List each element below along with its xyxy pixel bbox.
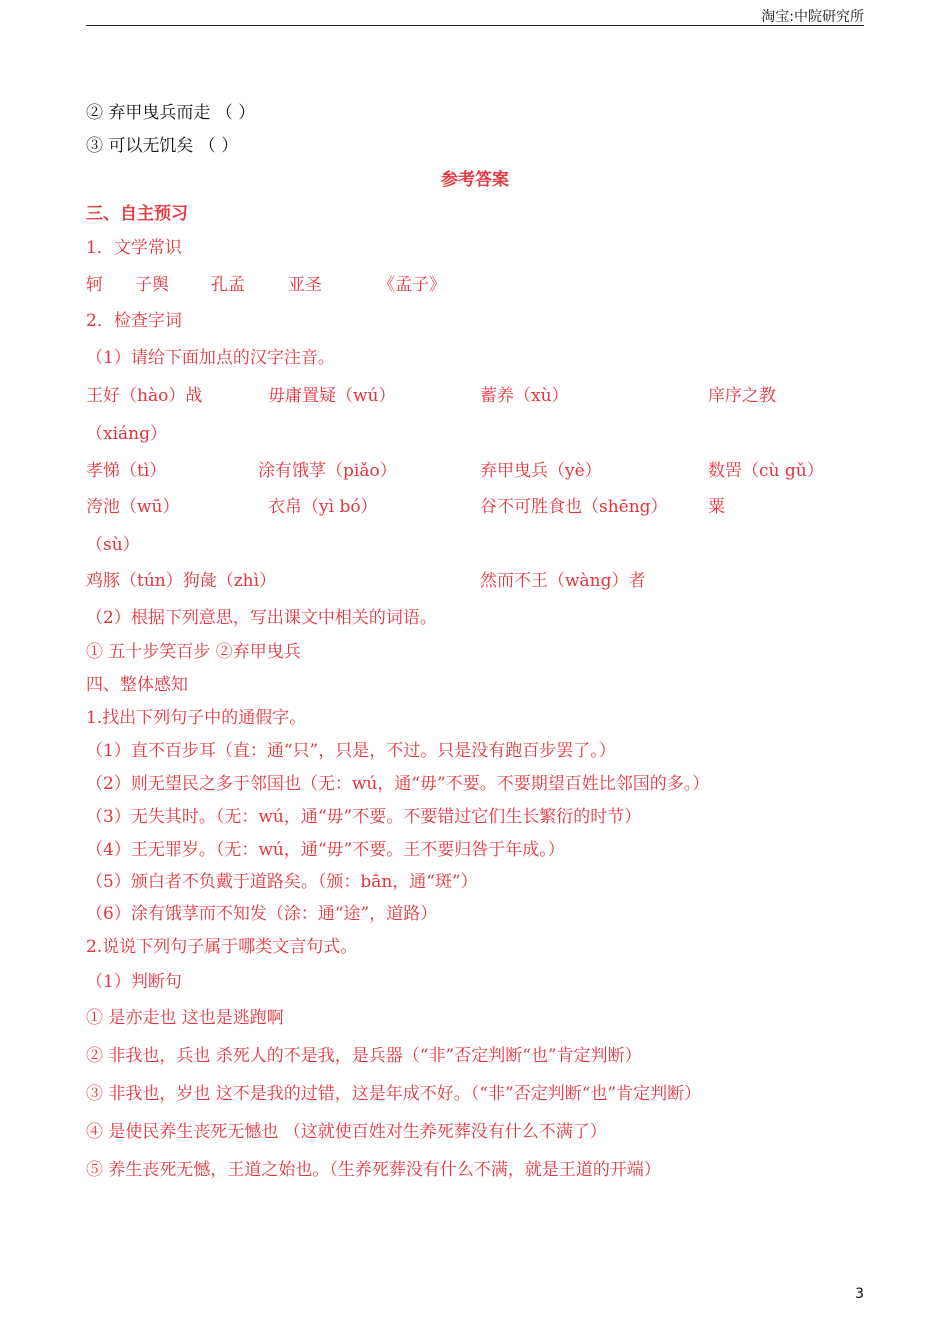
judgment-item: ④ 是使民养生丧死无憾也 （这就使百姓对生养死葬没有什么不满了） (86, 1122, 607, 1142)
question-2: ② 弃甲曳兵而走 （ ） (86, 103, 256, 123)
list-item: 数罟（cù gǔ） (708, 461, 824, 481)
section3-title: 三、自主预习 (86, 204, 188, 224)
list-item: 庠序之教 (708, 386, 776, 406)
list-item: 然而不王（wàng）者 (480, 571, 646, 591)
tongjia-title: 1.找出下列句子中的通假字。 (86, 708, 307, 728)
answers-title: 参考答案 (441, 170, 509, 190)
list-item: 王好（hào）战 (86, 386, 203, 406)
sentence-type-title: 2.说说下列句子属于哪类文言句式。 (86, 937, 358, 957)
list-item: 亚圣 (288, 275, 322, 295)
tongjia-item: （5）颁白者不负戴于道路矣。（颁：bān，通“斑”） (86, 872, 478, 892)
list-item: 弃甲曳兵（yè） (480, 461, 602, 481)
pinyin-instruction: （1）请给下面加点的汉字注音。 (86, 348, 335, 368)
phrase-instruction: （2）根据下列意思，写出课文中相关的词语。 (86, 608, 437, 628)
list-item: 谷不可胜食也（shēng） (480, 497, 668, 517)
phrase-answer: ① 五十步笑百步 ②弃甲曳兵 (86, 642, 301, 662)
tongjia-item: （3）无失其时。（无：wú，通“毋”不要。不要错过它们生长繁衍的时节） (86, 807, 642, 827)
list-item: 洿池（wū） (86, 497, 180, 517)
pinyin-row-1-cont: （xiáng） (86, 424, 167, 444)
tongjia-item: （1）直不百步耳（直：通“只”，只是，不过。只是没有跑百步罢了。） (86, 741, 616, 761)
judgment-item: ① 是亦走也 这也是逃跑啊 (86, 1008, 284, 1028)
list-item: 涂有饿莩（piǎo） (258, 461, 397, 481)
list-item: 粟 (708, 497, 725, 517)
judgment-item: ⑤ 养生丧死无憾，王道之始也。（生养死葬没有什么不满，就是王道的开端） (86, 1160, 661, 1180)
list-item: 鸡豚（tún）狗彘（zhì） (86, 571, 277, 591)
header-divider (86, 25, 864, 26)
list-item: 衣帛（yì bó） (268, 497, 378, 517)
judgment-item: ② 非我也，兵也 杀死人的不是我，是兵器（“非”否定判断“也”肯定判断） (86, 1046, 642, 1066)
list-item: 孝悌（tì） (86, 461, 167, 481)
list-item: 轲 (86, 275, 103, 295)
tongjia-item: （6）涂有饿莩而不知发（涂：通“途”，道路） (86, 904, 438, 924)
list-item: 子舆 (135, 275, 169, 295)
list-item: 蓄养（xù） (480, 386, 569, 406)
tongjia-item: （4）王无罪岁。（无：wú，通“毋”不要。王不要归咎于年成。） (86, 840, 565, 860)
tongjia-item: （2）则无望民之多于邻国也（无：wú，通“毋”不要。不要期望百姓比邻国的多。） (86, 774, 710, 794)
header-source: 淘宝:中院研究所 (761, 9, 864, 25)
vocab-title: 2．检查字词 (86, 311, 182, 331)
list-item: 《孟子》 (378, 275, 446, 295)
question-3: ③ 可以无饥矣 （ ） (86, 136, 239, 156)
list-item: 毋庸置疑（wú） (268, 386, 396, 406)
list-item: 孔孟 (211, 275, 245, 295)
literature-title: 1．文学常识 (86, 238, 182, 258)
judgment-item: ③ 非我也，岁也 这不是我的过错，这是年成不好。（“非”否定判断“也”肯定判断） (86, 1084, 702, 1104)
judgment-subtitle: （1）判断句 (86, 972, 182, 992)
section4-title: 四、整体感知 (86, 675, 188, 695)
pinyin-row-3-cont: （sù） (86, 535, 140, 555)
page-number: 3 (855, 1286, 864, 1302)
